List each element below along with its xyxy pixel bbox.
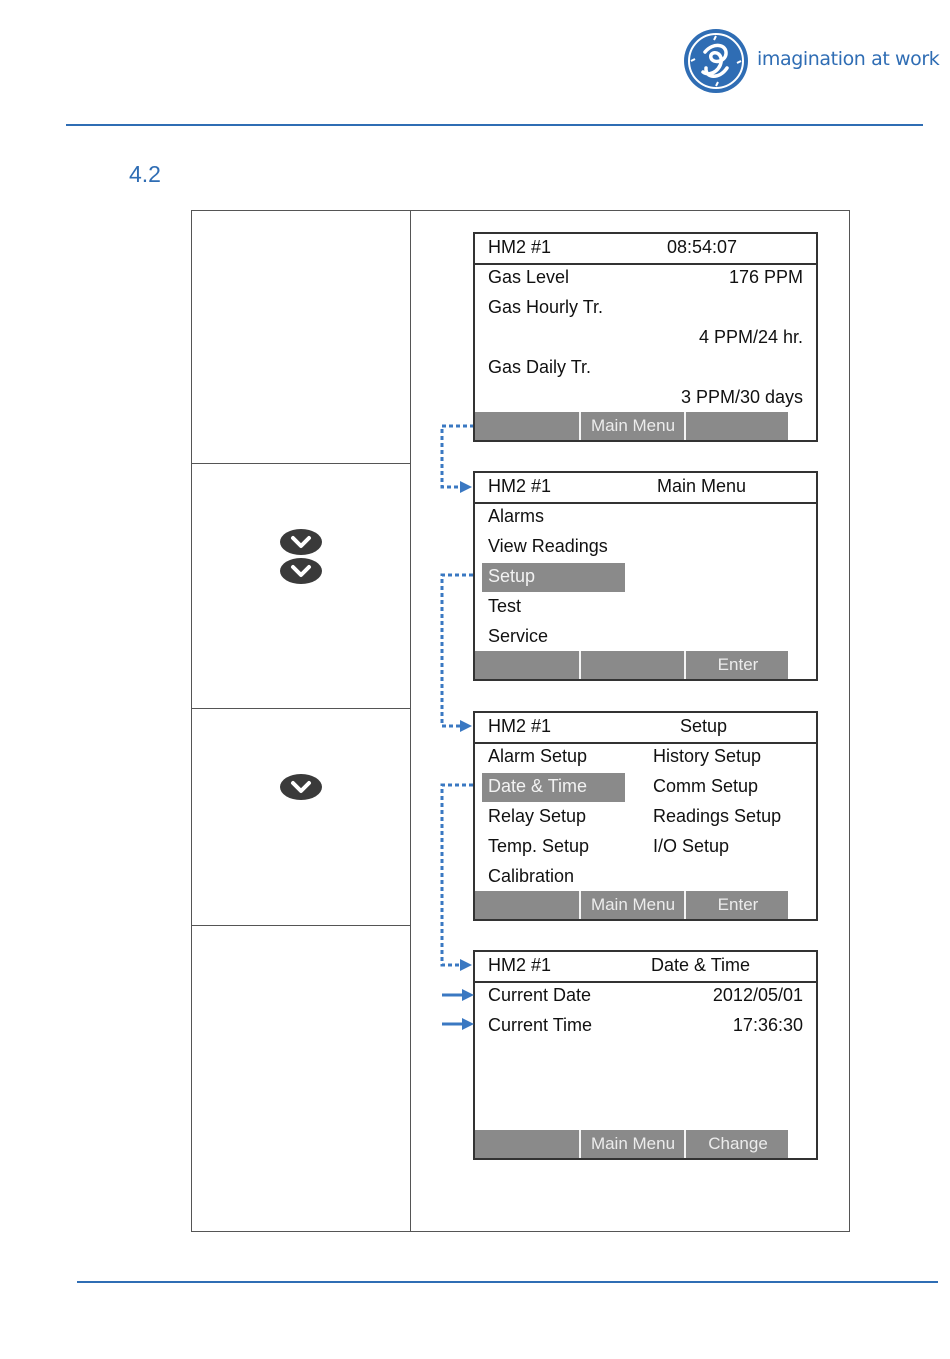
menu-item-comm-setup[interactable]: Comm Setup: [653, 776, 759, 796]
menu-item-history-setup[interactable]: History Setup: [653, 746, 762, 766]
menu-item-test[interactable]: Test: [488, 596, 522, 616]
gas-daily-label: Gas Daily Tr.: [488, 357, 592, 377]
softkey-left[interactable]: [475, 891, 579, 919]
softkey-main-menu[interactable]: Main Menu: [590, 895, 676, 914]
softkey-main-menu[interactable]: Main Menu: [590, 416, 676, 435]
menu-item-date-time-highlight[interactable]: [482, 773, 625, 802]
softkey-main-menu[interactable]: Main Menu: [590, 1134, 676, 1153]
current-date-label: Current Date: [488, 985, 592, 1005]
down-arrow-key-icon: [279, 557, 323, 585]
softkey-enter[interactable]: Enter: [717, 655, 759, 674]
screen-title: HM2 #1: [488, 955, 552, 975]
section-number: 4.2: [129, 161, 161, 187]
menu-item-alarms[interactable]: Alarms: [488, 506, 545, 526]
menu-item-service[interactable]: Service: [488, 626, 549, 646]
softkey-left[interactable]: [475, 412, 579, 440]
tagline: imagination at work: [757, 48, 940, 70]
down-arrow-key-icon: [279, 773, 323, 801]
current-time-label: Current Time: [488, 1015, 593, 1035]
menu-item-view-readings[interactable]: View Readings: [488, 536, 608, 556]
softkey-bar: [475, 412, 788, 440]
softkey-bar: [475, 1130, 788, 1158]
screen-header-divider: [475, 981, 816, 983]
lcd-date-time-screen: [473, 950, 818, 1160]
lcd-main-menu-screen: [473, 471, 818, 681]
row-divider: [191, 925, 411, 926]
softkey-bar: [475, 891, 788, 919]
screen-header-divider: [475, 742, 816, 744]
current-date-value: 2012/05/01: [712, 985, 803, 1005]
current-time-value: 17:36:30: [732, 1015, 803, 1035]
menu-item-setup: Setup: [488, 566, 536, 586]
menu-item-alarm-setup[interactable]: Alarm Setup: [488, 746, 588, 766]
lcd-status-screen: [473, 232, 818, 442]
header-rule: [66, 124, 923, 126]
screen-title: HM2 #1: [488, 237, 552, 257]
footer-rule: [77, 1281, 938, 1283]
screen-clock: 08:54:07: [667, 237, 738, 257]
screen-heading: Main Menu: [657, 476, 747, 496]
menu-item-date-time: Date & Time: [488, 776, 588, 796]
row-divider: [191, 708, 411, 709]
screen-heading: Date & Time: [651, 955, 751, 975]
menu-item-readings-setup[interactable]: Readings Setup: [653, 806, 782, 826]
gas-hourly-value: 4 PPM/24 hr.: [698, 327, 803, 347]
softkey-bar: [475, 651, 788, 679]
screen-title: HM2 #1: [488, 476, 552, 496]
menu-item-setup-highlight[interactable]: [482, 563, 625, 592]
lcd-setup-screen: [473, 711, 818, 921]
menu-item-temp-setup[interactable]: Temp. Setup: [488, 836, 590, 856]
down-arrow-key-icon: [279, 528, 323, 556]
menu-item-calibration[interactable]: Calibration: [488, 866, 575, 886]
row-divider: [191, 463, 411, 464]
screen-header-divider: [475, 263, 816, 265]
column-divider: [410, 210, 411, 1232]
softkey-change[interactable]: Change: [708, 1134, 768, 1153]
softkey-left[interactable]: [475, 1130, 579, 1158]
screen-title: HM2 #1: [488, 716, 552, 736]
gas-level-label: Gas Level: [488, 267, 570, 287]
screen-header-divider: [475, 502, 816, 504]
ge-monogram-icon: [683, 28, 749, 94]
screen-heading: Setup: [680, 716, 728, 736]
softkey-enter[interactable]: Enter: [717, 895, 759, 914]
softkey-right[interactable]: [686, 412, 790, 440]
menu-item-relay-setup[interactable]: Relay Setup: [488, 806, 587, 826]
menu-item-io-setup[interactable]: I/O Setup: [653, 836, 730, 856]
softkey-middle[interactable]: [581, 651, 685, 679]
gas-level-value: 176 PPM: [728, 267, 803, 287]
field-pointer-arrows: [440, 985, 476, 1031]
softkey-left[interactable]: [475, 651, 579, 679]
gas-daily-value: 3 PPM/30 days: [680, 387, 803, 407]
gas-hourly-label: Gas Hourly Tr.: [488, 297, 604, 317]
